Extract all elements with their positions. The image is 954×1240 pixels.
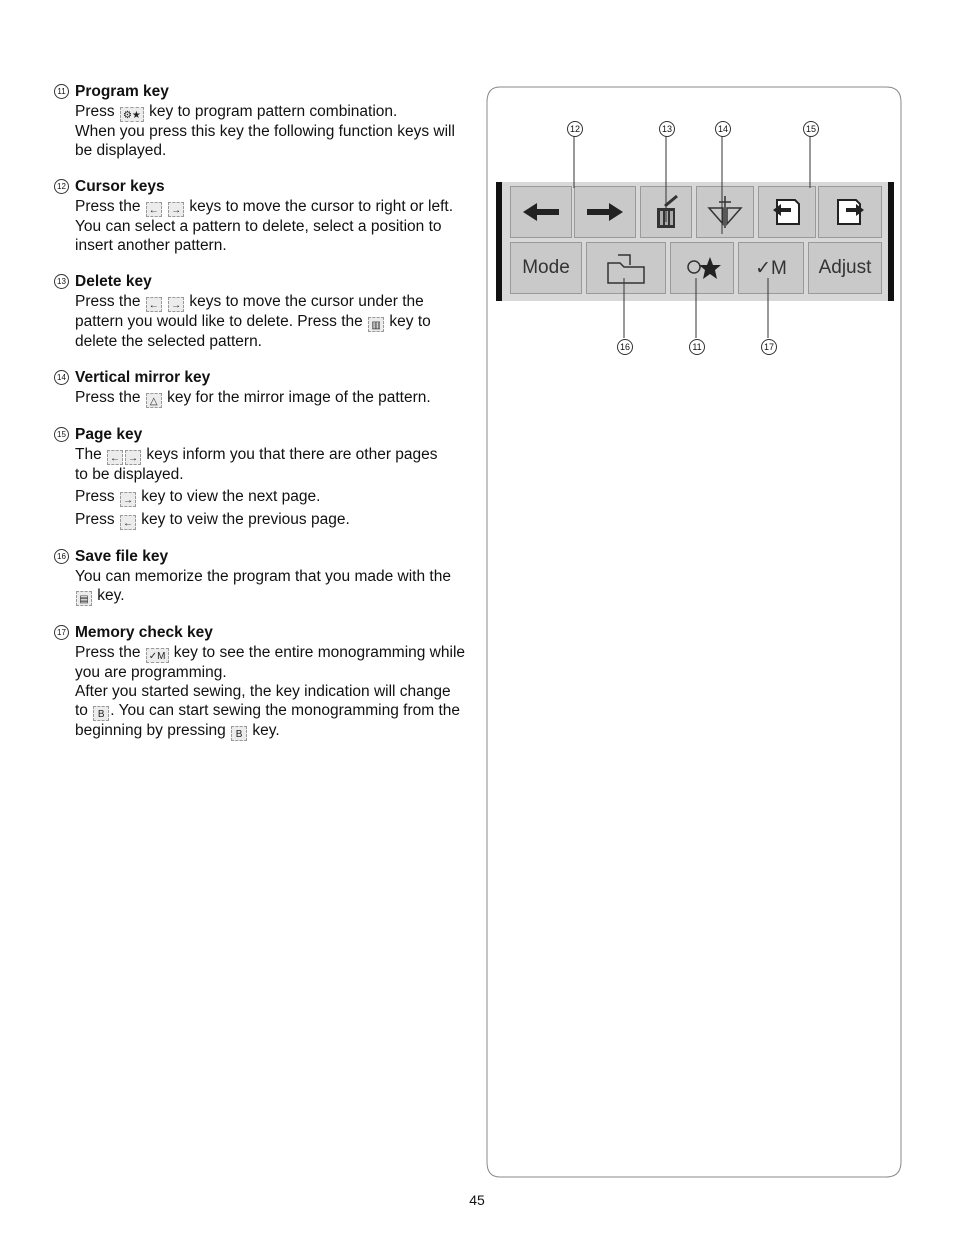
- callout-15: 15: [803, 121, 819, 137]
- body-text: key for the mirror image of the pattern.: [162, 389, 431, 406]
- callout-lines: [486, 110, 902, 360]
- body-text: Press the: [75, 198, 145, 215]
- callout-13: 13: [659, 121, 675, 137]
- section-16: [54, 547, 474, 606]
- body-line: [75, 643, 474, 663]
- body-text: be displayed.: [75, 142, 167, 159]
- body-text: Press the: [75, 389, 145, 406]
- body-text: keys to move the cursor under the: [185, 293, 424, 310]
- body-text: keys inform you that there are other pages: [142, 446, 438, 463]
- section-number: 14: [54, 370, 69, 385]
- callout-12: 12: [567, 121, 583, 137]
- body-line: [75, 197, 474, 217]
- section-11: [54, 82, 474, 160]
- adjust-label: Adjust: [818, 257, 872, 278]
- body-line: [75, 721, 474, 741]
- body-line: [75, 141, 474, 160]
- body-line: [75, 663, 474, 682]
- section-title: [54, 82, 474, 101]
- body-text: you are programming.: [75, 664, 227, 681]
- section-title: [54, 547, 474, 566]
- section-title: [54, 272, 474, 291]
- page-number: 45: [469, 1192, 485, 1208]
- body-text: insert another pattern.: [75, 237, 227, 254]
- body-text: Press: [75, 103, 119, 120]
- body-text: [163, 293, 167, 310]
- body-text: key to: [385, 313, 431, 330]
- body-text: The: [75, 446, 107, 463]
- section-number: 17: [54, 625, 69, 640]
- body-text: You can select a pattern to delete, select a position to: [75, 218, 442, 235]
- inline-key-icon: ←: [146, 297, 162, 312]
- body-line: [75, 102, 474, 122]
- body-text: to be displayed.: [75, 466, 184, 483]
- memory-check-label: ✓M: [755, 257, 787, 279]
- body-line: [75, 445, 474, 465]
- callout-17: 17: [761, 339, 777, 355]
- body-text: Press the: [75, 644, 145, 661]
- body-text: Press: [75, 511, 119, 528]
- section-body: [54, 292, 474, 351]
- body-line: [75, 236, 474, 255]
- inline-key-icon: ▤: [76, 591, 92, 606]
- body-text: When you press this key the following function keys will: [75, 123, 455, 140]
- section-body: [54, 388, 474, 408]
- body-line: [75, 312, 474, 332]
- body-line: [75, 388, 474, 408]
- section-title-text: Program key: [75, 83, 169, 100]
- body-text: Press the: [75, 293, 145, 310]
- section-body: [54, 197, 474, 255]
- section-title-text: Save file key: [75, 548, 169, 565]
- section-17: [54, 623, 474, 741]
- body-text: to: [75, 702, 93, 719]
- section-title: [54, 623, 474, 642]
- section-15: [54, 425, 474, 530]
- body-text: keys to move the cursor to right or left.: [185, 198, 454, 215]
- section-title-text: Delete key: [75, 273, 152, 290]
- body-text: beginning by pressing: [75, 722, 231, 739]
- body-line: [75, 586, 474, 606]
- body-line: [75, 217, 474, 236]
- body-text: key.: [93, 587, 125, 604]
- body-line: [75, 122, 474, 141]
- inline-key-icon: →: [120, 492, 136, 507]
- body-text: key to view the next page.: [136, 488, 321, 505]
- inline-key-icon: →: [168, 297, 184, 312]
- body-line: [75, 510, 474, 530]
- section-title: [54, 425, 474, 444]
- inline-key-icon: →: [168, 202, 184, 217]
- instructions-column: [54, 82, 474, 758]
- body-text: delete the selected pattern.: [75, 333, 262, 350]
- section-12: [54, 177, 474, 255]
- mode-label: Mode: [522, 257, 570, 278]
- body-text: key to veiw the previous page.: [136, 511, 350, 528]
- body-line: [75, 292, 474, 312]
- inline-key-icon: ←: [146, 202, 162, 217]
- body-text: Press: [75, 488, 119, 505]
- body-text: key to program pattern combination.: [144, 103, 398, 120]
- body-line: [75, 487, 474, 507]
- body-line: [75, 701, 474, 721]
- inline-key-icon: ←: [107, 450, 123, 465]
- body-text: key to see the entire monogramming while: [169, 644, 466, 661]
- body-text: You can memorize the program that you made with the: [75, 568, 451, 585]
- section-number: 12: [54, 179, 69, 194]
- body-text: pattern you would like to delete. Press the: [75, 313, 368, 330]
- section-title-text: Cursor keys: [75, 178, 165, 195]
- callout-14: 14: [715, 121, 731, 137]
- body-line: [75, 682, 474, 701]
- body-line: [75, 567, 474, 586]
- inline-key-icon: →: [125, 450, 141, 465]
- callout-11: 11: [689, 339, 705, 355]
- section-body: [54, 643, 474, 741]
- section-title-text: Page key: [75, 426, 143, 443]
- body-text: After you started sewing, the key indication will change: [75, 683, 451, 700]
- section-body: [54, 445, 474, 530]
- section-title-text: Vertical mirror key: [75, 369, 211, 386]
- body-text: [163, 198, 167, 215]
- inline-key-icon: ✓M: [146, 648, 169, 663]
- inline-key-icon: ⚙★: [120, 107, 144, 122]
- section-14: [54, 368, 474, 408]
- section-13: [54, 272, 474, 351]
- section-title: [54, 177, 474, 196]
- section-title: [54, 368, 474, 387]
- inline-key-icon: ▥: [368, 317, 384, 332]
- section-number: 16: [54, 549, 69, 564]
- inline-key-icon: ←: [120, 515, 136, 530]
- body-line: [75, 332, 474, 351]
- section-number: 11: [54, 84, 69, 99]
- section-body: [54, 567, 474, 606]
- section-body: [54, 102, 474, 160]
- body-line: [75, 465, 474, 484]
- section-number: 15: [54, 427, 69, 442]
- inline-key-icon: B: [93, 706, 109, 721]
- section-title-text: Memory check key: [75, 624, 213, 641]
- inline-key-icon: B: [231, 726, 247, 741]
- section-number: 13: [54, 274, 69, 289]
- body-text: . You can start sewing the monogramming from the: [110, 702, 461, 719]
- callout-16: 16: [617, 339, 633, 355]
- inline-key-icon: △: [146, 393, 162, 408]
- body-text: key.: [248, 722, 280, 739]
